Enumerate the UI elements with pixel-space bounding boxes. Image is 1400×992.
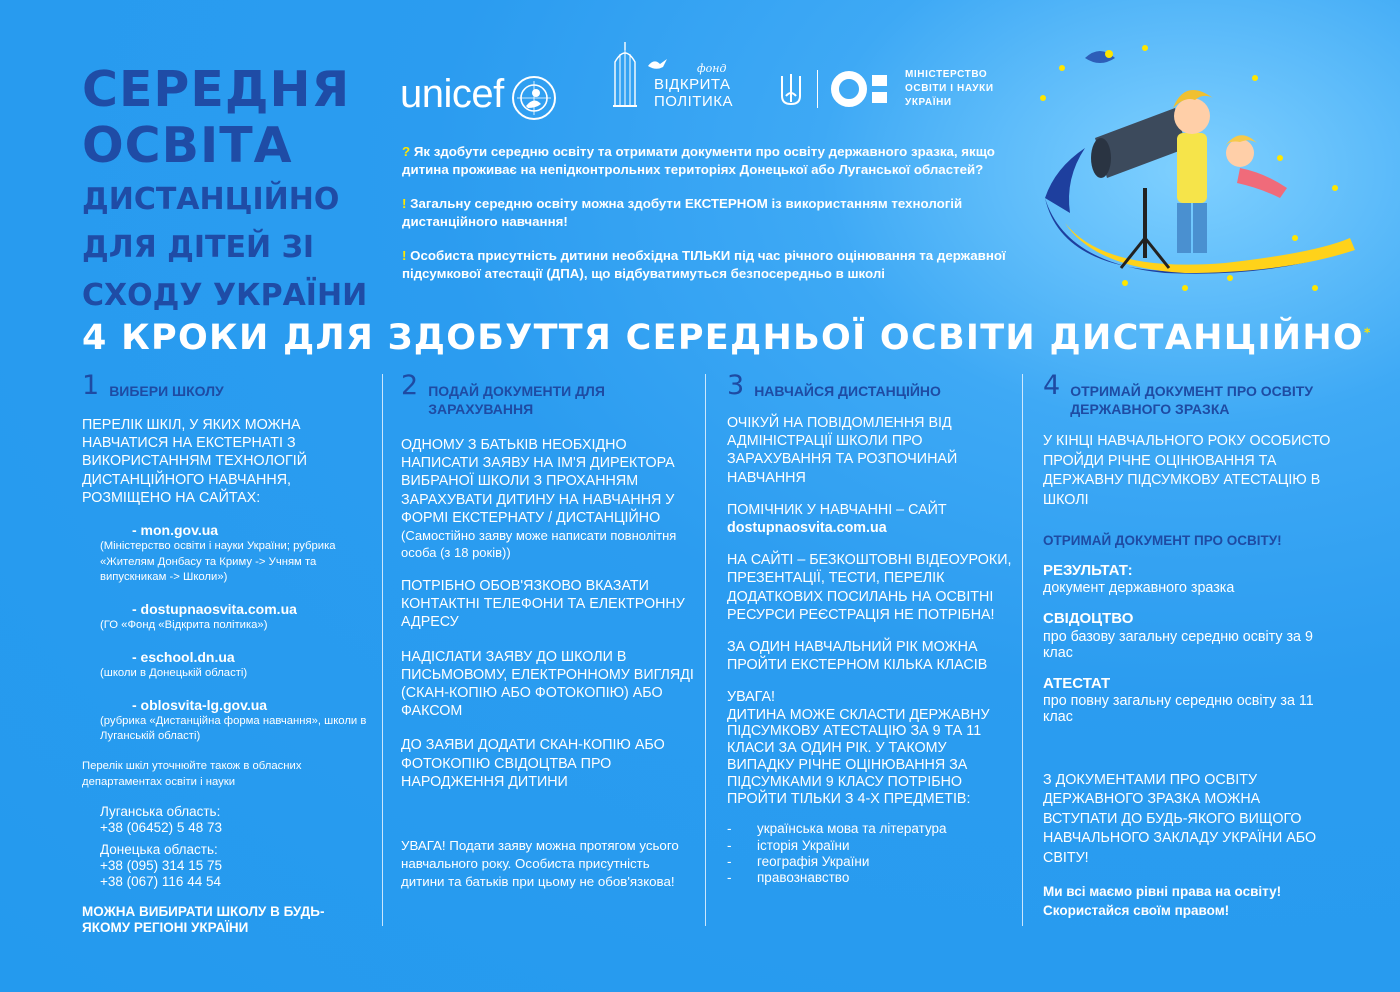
step-3-header (727, 372, 1012, 400)
list-item: - українська мова та література (727, 821, 1012, 837)
ministry-logo-icon (830, 70, 894, 108)
trident-icon (778, 72, 804, 108)
fond-name-line: ПОЛІТИКА (654, 93, 733, 110)
intro-fact (402, 247, 1032, 282)
fond-name-line: ВІДКРИТА (654, 76, 731, 93)
telescope-kids-illustration (1025, 38, 1365, 308)
helper-site-link[interactable]: dostupnaosvita.com.ua (727, 520, 887, 537)
list-item: - географія України (727, 854, 1012, 870)
fact-text: Особиста присутність дитини необхідна (410, 248, 682, 263)
fact-emphasis: ТІЛЬКИ (681, 248, 731, 263)
step-3-paragraph: ЗА ОДИН НАВЧАЛЬНИЙ РІК МОЖНА ПРОЙТИ ЕКСТЕРНОМ КІЛЬКА КЛАСІВ (727, 639, 988, 674)
step-2-paragraph: ПОТРІБНО ОБОВ'ЯЗКОВО ВКАЗАТИ КОНТАКТНІ ТЕЛЕФОНИ ТА ЕЛЕКТРОННУ АДРЕСУ (401, 578, 685, 631)
step-2-column (401, 372, 696, 891)
birdcage-icon (612, 40, 638, 110)
site-link[interactable]: - mon.gov.ua (132, 522, 219, 539)
title-line: СХОДУ УКРАЇНИ (82, 278, 368, 313)
title-line: ДЛЯ ДІТЕЙ ЗІ (82, 230, 315, 265)
step-4-header (1043, 372, 1333, 418)
exclamation-mark: ! (402, 248, 407, 263)
intro-question (402, 143, 1032, 178)
step-2-paragraph: ДО ЗАЯВИ ДОДАТИ СКАН-КОПІЮ АБО ФОТОКОПІЮ СВІДОЦТВА ПРО НАРОДЖЕННЯ ДИТИНИ (401, 737, 665, 790)
step-4-column (1043, 372, 1333, 920)
site-note: (школи в Донецькій області) (100, 667, 248, 679)
main-headline (82, 318, 1372, 358)
step-title: ПОДАЙ ДОКУМЕНТИ ДЛЯ ЗАРАХУВАННЯ (428, 383, 605, 417)
step-4-paragraph: У КІНЦІ НАВЧАЛЬНОГО РОКУ ОСОБИСТО ПРОЙДИ РІЧНЕ ОЦІНЮВАННЯ ТА ДЕРЖАВНУ ПІДСУМКОВУ АТЕСТАЦІЮ В ШКОЛІ (1043, 433, 1331, 508)
step-1-intro: ПЕРЕЛІК ШКІЛ, У ЯКИХ МОЖНА НАВЧАТИСЯ НА ЕКСТЕРНАТІ З ВИКОРИСТАННЯМ ТЕХНОЛОГІЙ ДИСТАНЦІЙНОГО НАВЧАННЯ, РОЗМІЩЕНО НА САЙТАХ: (82, 417, 307, 506)
fact-text: із використанням технологій дистанційного навчання! (402, 196, 963, 229)
step-title: НАВЧАЙСЯ ДИСТАНЦІЙНО (754, 383, 941, 399)
headline-star: * (1364, 325, 1372, 340)
phone-number: +38 (095) 314 15 75 (100, 858, 222, 874)
fond-label: фонд (697, 62, 727, 75)
ministry-name-line: УКРАЇНИ (905, 97, 952, 108)
attestat-title: АТЕСТАТ (1043, 674, 1111, 692)
helper-label: ПОМІЧНИК У НАВЧАННІ – САЙТ (727, 501, 947, 518)
site-note: (рубрика «Дистанційна форма навчання», школи в Луганській області) (100, 714, 367, 743)
site-link[interactable]: - eschool.dn.ua (132, 648, 235, 665)
certificate-text: про базову загальну середню освіту за 9 клас (1043, 628, 1313, 661)
title-line: СЕРЕДНЯ (82, 61, 351, 118)
site-link[interactable]: - oblosvita-lg.gov.ua (132, 696, 268, 713)
certificate-title: СВІДОЦТВО (1043, 610, 1134, 628)
intro-text (402, 143, 1032, 299)
step-3-paragraph: ОЧІКУЙ НА ПОВІДОМЛЕННЯ ВІД АДМІНІСТРАЦІЇ ШКОЛИ ПРО ЗАРАХУВАННЯ ТА РОЗПОЧИНАЙ НАВЧАННЯ (727, 415, 958, 486)
poster-title (82, 62, 372, 318)
step-2-note: (Самостійно заяву може написати повнолітня особа (з 18 років)) (401, 528, 677, 561)
question-mark: ? (402, 144, 411, 159)
list-item: - правознавство (727, 870, 1012, 886)
step-title: ВИБЕРИ ШКОЛУ (109, 383, 224, 399)
ministry-name-line: МІНІСТЕРСТВО (905, 69, 988, 80)
step-3-paragraph: ДИТИНА МОЖЕ СКЛАСТИ ДЕРЖАВНУ ПІДСУМКОВУ АТЕСТАЦІЮ ЗА 9 ТА 11 КЛАСИ ЗА ОДИН РІК. У ТАКОМУ ВИПАДКУ РІЧНЕ ОЦІНЮВАННЯ ЗА ПІДСУМКАМИ 9 КЛАСУ ПОТРІБНО ПРОЙТИ ТІЛЬКИ З 4-Х ПРЕДМЕТІВ: (727, 706, 990, 807)
contacts (82, 804, 372, 890)
site-note: (Міністерство освіти і науки України; рубрика «Жителям Донбасу та Криму -> Учням та випускникам -> Школи») (100, 540, 336, 584)
attention-title: УВАГА! (727, 689, 775, 706)
step-2-paragraph: ОДНОМУ З БАТЬКІВ НЕОБХІДНО НАПИСАТИ ЗАЯВУ НА ІМ'Я ДИРЕКТОРА ВИБРАНОЇ ШКОЛИ З ПРОХАННЯМ ЗАРАХУВАТИ ДИТИНУ НА НАВЧАННЯ У ФОРМІ ЕКСТЕРНАТУ / ДИСТАНЦІЙНО (401, 437, 675, 526)
step-1-footer: МОЖНА ВИБИРАТИ ШКОЛУ В БУДЬ-ЯКОМУ РЕГІОНІ УКРАЇНИ (82, 904, 325, 936)
clarify-note: Перелік шкіл уточнюйте також в обласних департаментах освіти і науки (82, 759, 302, 788)
step-number: 1 (82, 370, 100, 401)
step-number: 4 (1043, 370, 1061, 401)
unicef-emblem-icon (512, 76, 556, 120)
result-title: РЕЗУЛЬТАТ: (1043, 562, 1133, 580)
phone-number: +38 (06452) 5 48 73 (100, 820, 222, 836)
column-divider (382, 374, 383, 926)
site-list (82, 521, 372, 745)
site-link[interactable]: - dostupnaosvita.com.ua (132, 601, 297, 617)
dove-icon (646, 56, 668, 72)
result-text: документ державного зразка (1043, 580, 1235, 597)
step-1-header (82, 372, 372, 400)
step-number: 3 (727, 370, 745, 401)
unicef-logo: unicef (400, 72, 504, 116)
step-4-paragraph: З ДОКУМЕНТАМИ ПРО ОСВІТУ ДЕРЖАВНОГО ЗРАЗКА МОЖНА ВСТУПАТИ ДО БУДЬ-ЯКОГО ВИЩОГО НАВЧАЛЬНОГО ЗАКЛАДУ УКРАЇНИ АБО СВІТУ! (1043, 771, 1317, 866)
step-1-column (82, 372, 372, 936)
step-2-warning: УВАГА! Подати заяву можна протягом усього навчального року. Особиста присутність дитини та батьків при цьому не обов'язкова! (401, 838, 679, 890)
subjects-list (727, 821, 1012, 886)
title-line: ОСВІТА (82, 117, 293, 174)
fact-text: під час річного оцінювання та державної підсумкової атестації (ДПА), що відбуватимуться безпосередньо в школі (402, 248, 1006, 281)
ministry-name-line: ОСВІТИ І НАУКИ (905, 83, 994, 94)
step-2-header (401, 372, 696, 418)
step-3-column (727, 372, 1012, 887)
intro-fact (402, 195, 1032, 230)
column-divider (705, 374, 706, 926)
title-line: ДИСТАНЦІЙНО (82, 182, 340, 217)
ministry-name (905, 68, 994, 110)
region-label: Луганська область: (100, 804, 221, 820)
column-divider (1022, 374, 1023, 926)
fact-text: Загальну середню освіту можна здобути (410, 196, 685, 211)
logo-divider (817, 70, 818, 108)
slogan: Ми всі маємо рівні права на освіту! Скористайся своїм правом! (1043, 884, 1282, 919)
exclamation-mark: ! (402, 196, 407, 211)
headline-text: 4 КРОКИ ДЛЯ ЗДОБУТТЯ СЕРЕДНЬОЇ ОСВІТИ ДИСТАНЦІЙНО (82, 318, 1365, 358)
step-3-paragraph: НА САЙТІ – БЕЗКОШТОВНІ ВІДЕОУРОКИ, ПРЕЗЕНТАЦІЇ, ТЕСТИ, ПЕРЕЛІК ДОДАТКОВИХ ПОСИЛАНЬ НА ОСВІТНІ РЕСУРСИ РЕЄСТРАЦІЯ НЕ ПОТРІБНА! (727, 552, 1012, 623)
question-text: Як здобути середню освіту та отримати документи про освіту державного зразка, якщо дитина проживає на непідконтрольних територіях Донецької або Луганської областей? (402, 144, 995, 177)
list-item: - історія України (727, 838, 1012, 854)
region-label: Донецька область: (100, 842, 218, 858)
step-title: ОТРИМАЙ ДОКУМЕНТ ПРО ОСВІТУ ДЕРЖАВНОГО ЗРАЗКА (1070, 383, 1314, 417)
fond-name (654, 76, 733, 110)
step-2-paragraph: НАДІСЛАТИ ЗАЯВУ ДО ШКОЛИ В ПИСЬМОВОМУ, ЕЛЕКТРОННОМУ ВИГЛЯДІ (СКАН-КОПІЮ АБО ФОТОКОПІЮ) АБО ФАКСОМ (401, 648, 694, 720)
step-number: 2 (401, 370, 419, 401)
site-note: (ГО «Фонд «Відкрита політика») (100, 619, 268, 632)
phone-number: +38 (067) 116 44 54 (100, 874, 221, 890)
attestat-text: про повну загальну середню освіту за 11 клас (1043, 692, 1314, 725)
fact-emphasis: ЕКСТЕРНОМ (684, 196, 768, 211)
get-document-title: ОТРИМАЙ ДОКУМЕНТ ПРО ОСВІТУ! (1043, 533, 1282, 548)
